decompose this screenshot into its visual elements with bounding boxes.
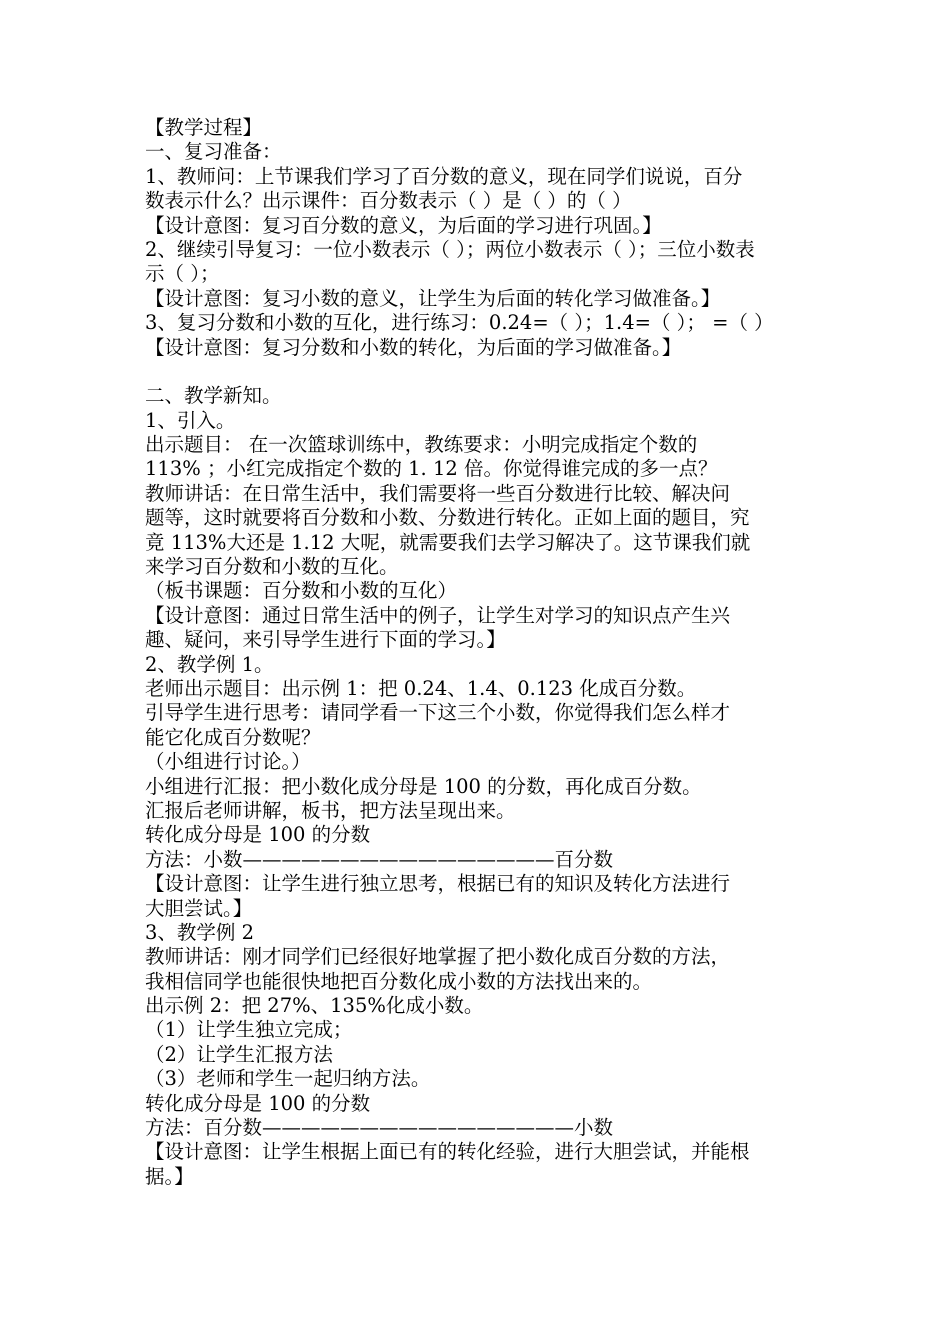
text-line: 大胆尝试。】	[145, 896, 253, 920]
text-line: （2）让学生汇报方法	[145, 1042, 333, 1066]
text-line: 题等，这时就要将百分数和小数、分数进行转化。正如上面的题目，究	[145, 506, 750, 530]
text-line: 1、教师问：上节课我们学习了百分数的意义，现在同学们说说，百分	[145, 164, 743, 188]
text-line: （3）老师和学生一起归纳方法。	[145, 1067, 431, 1091]
text-line: 【设计意图：通过日常生活中的例子，让学生对学习的知识点产生兴	[145, 603, 731, 627]
text-line: 一、复习准备：	[145, 140, 282, 164]
text-line: 1、引入。	[145, 408, 236, 432]
text-line: 引导学生进行思考：请同学看一下这三个小数，你觉得我们怎么样才	[145, 701, 731, 725]
text-line: 【教学过程】	[145, 116, 263, 139]
text-line: 据。】	[145, 1164, 194, 1188]
text-line: 2、继续引导复习：一位小数表示（ ）；两位小数表示（ ）；三位小数表	[145, 237, 755, 261]
text-line: 示（ ）；	[145, 262, 220, 286]
blank-line	[145, 360, 815, 384]
text-line: 【设计意图：让学生进行独立思考，根据已有的知识及转化方法进行	[145, 872, 731, 896]
text-line: 方法：百分数————————————————小数	[145, 1116, 614, 1140]
text-line: 转化成分母是 100 的分数	[145, 1091, 371, 1115]
text-line: 能它化成百分数呢？	[145, 725, 321, 749]
text-line: 汇报后老师讲解，板书，把方法呈现出来。	[145, 798, 516, 822]
text-line: 113% ；小红完成指定个数的 1. 12 倍。你觉得谁完成的多一点？	[145, 457, 718, 481]
text-line: 【设计意图：复习小数的意义，让学生为后面的转化学习做准备。】	[145, 286, 721, 310]
text-line: 3、复习分数和小数的互化，进行练习：0.24=（ ）；1.4=（ ）； =（ ）	[145, 311, 774, 335]
text-line: 转化成分母是 100 的分数	[145, 823, 371, 847]
text-line: 【设计意图：复习百分数的意义，为后面的学习进行巩固。】	[145, 213, 662, 237]
document-body	[145, 116, 815, 1189]
text-line: 竟 113%大还是 1.12 大呢，就需要我们去学习解决了。这节课我们就	[145, 530, 751, 554]
text-line: 来学习百分数和小数的互化。	[145, 555, 399, 579]
text-line: 【设计意图：让学生根据上面已有的转化经验，进行大胆尝试，并能根	[145, 1140, 750, 1164]
text-line: 出示例 2：把 27%、135%化成小数。	[145, 994, 484, 1018]
text-line: 小组进行汇报：把小数化成分母是 100 的分数，再化成百分数。	[145, 774, 702, 798]
text-line: 数表示什么？出示课件：百分数表示（ ）是（ ）的（ ）	[145, 189, 632, 213]
text-line: 出示题目： 在一次篮球训练中，教练要求：小明完成指定个数的	[145, 433, 698, 457]
text-line: （1）让学生独立完成；	[145, 1018, 353, 1042]
text-line: 【设计意图：复习分数和小数的转化，为后面的学习做准备。】	[145, 335, 682, 359]
text-line: 教师讲话：刚才同学们已经很好地掌握了把小数化成百分数的方法，	[145, 945, 731, 969]
text-line: 二、教学新知。	[145, 384, 282, 408]
text-line: 老师出示题目：出示例 1：把 0.24、1.4、0.123 化成百分数。	[145, 676, 697, 700]
text-line: （板书课题：百分数和小数的互化）	[145, 579, 458, 603]
text-line: 2、教学例 1。	[145, 652, 274, 676]
text-line: 趣、疑问，来引导学生进行下面的学习。】	[145, 628, 506, 652]
text-line: 方法：小数————————————————百分数	[145, 847, 614, 871]
text-line: 我相信同学也能很快地把百分数化成小数的方法找出来的。	[145, 969, 653, 993]
text-line: （小组进行讨论。）	[145, 750, 311, 774]
text-line: 教师讲话：在日常生活中，我们需要将一些百分数进行比较、解决问	[145, 481, 731, 505]
text-line: 3、教学例 2	[145, 920, 255, 944]
